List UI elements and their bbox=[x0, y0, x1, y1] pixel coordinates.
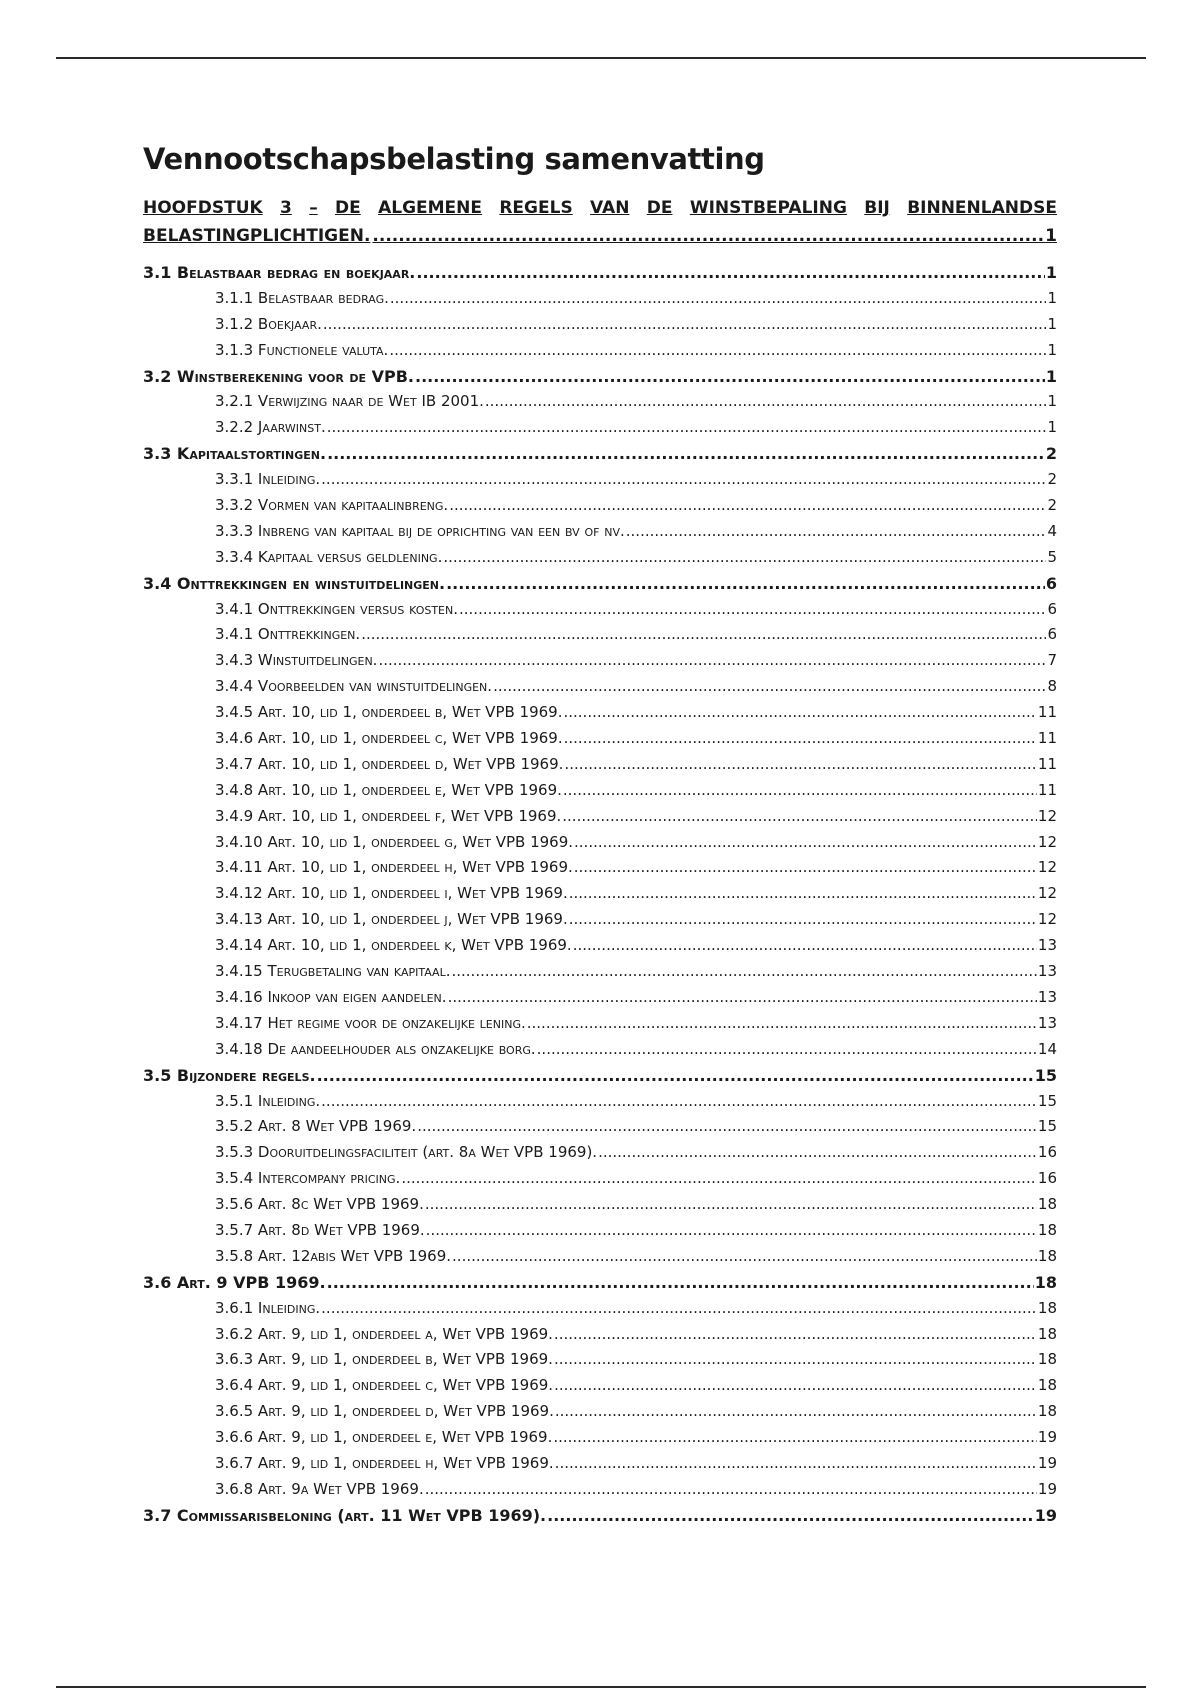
leader-dots bbox=[555, 1451, 1037, 1477]
toc-subsection-entry[interactable] bbox=[143, 519, 1057, 545]
leader-dots bbox=[574, 830, 1037, 856]
chapter-heading-word: REGELS bbox=[499, 198, 573, 218]
toc-page-number: 11 bbox=[1037, 729, 1057, 748]
toc-subsection-entry[interactable] bbox=[143, 985, 1057, 1011]
toc-subsection-entry[interactable] bbox=[143, 1322, 1057, 1348]
leader-dots bbox=[327, 415, 1047, 441]
toc-subsection-entry[interactable] bbox=[143, 1140, 1057, 1166]
leader-dots bbox=[537, 1037, 1037, 1063]
toc-section-entry[interactable] bbox=[143, 441, 1057, 467]
toc-entry-text: 3.4.5 Art. 10, lid 1, onderdeel b, Wet VPB 1969. bbox=[215, 703, 563, 722]
toc-page-number: 1 bbox=[1045, 366, 1057, 386]
toc-entry-text: 3.6.5 Art. 9, lid 1, onderdeel d, Wet VPB 1969. bbox=[215, 1402, 554, 1421]
toc-page-number: 18 bbox=[1037, 1220, 1057, 1239]
toc-subsection-entry[interactable] bbox=[143, 1425, 1057, 1451]
leader-dots bbox=[361, 622, 1046, 648]
toc-entry-text: 3.6.6 Art. 9, lid 1, onderdeel e, Wet VPB 1969. bbox=[215, 1428, 553, 1447]
leader-dots bbox=[321, 1089, 1037, 1115]
leader-dots bbox=[401, 1166, 1037, 1192]
toc-page-number: 18 bbox=[1037, 1324, 1057, 1343]
toc-subsection-entry[interactable] bbox=[143, 700, 1057, 726]
leader-dots bbox=[327, 1270, 1034, 1296]
leader-dots bbox=[415, 364, 1045, 390]
leader-dots bbox=[390, 286, 1047, 312]
toc-page-number: 1 bbox=[1047, 288, 1057, 307]
toc-entry-text: 3.5.1 Inleiding. bbox=[215, 1091, 321, 1110]
leader-dots bbox=[426, 1218, 1037, 1244]
toc-entry-text: 3.4.16 Inkoop van eigen aandelen. bbox=[215, 987, 447, 1006]
toc-page-number: 5 bbox=[1047, 547, 1057, 566]
toc-page-number: 2 bbox=[1047, 496, 1057, 515]
toc-page-number: 19 bbox=[1037, 1479, 1057, 1498]
leader-dots bbox=[574, 855, 1037, 881]
toc-chapter-entry[interactable] bbox=[143, 194, 1057, 250]
toc-subsection-entry[interactable] bbox=[143, 855, 1057, 881]
toc-subsection-entry[interactable] bbox=[143, 804, 1057, 830]
leader-dots bbox=[416, 260, 1044, 286]
footer-rule bbox=[56, 1686, 1146, 1688]
toc-entry-text: 3.3 Kapitaalstortingen. bbox=[143, 444, 327, 464]
toc-page-number: 1 bbox=[1045, 263, 1057, 282]
leader-dots bbox=[459, 597, 1046, 623]
toc-entry-text: 3.4.10 Art. 10, lid 1, onderdeel g, Wet VPB 1969. bbox=[215, 832, 574, 851]
toc-subsection-entry[interactable] bbox=[143, 312, 1057, 338]
leader-dots bbox=[451, 959, 1036, 985]
toc-entry-text: 3.4.13 Art. 10, lid 1, onderdeel j, Wet VPB 1969. bbox=[215, 910, 568, 929]
toc-entry-text: 3.4.17 Het regime voor de onzakelijke lening. bbox=[215, 1013, 526, 1032]
toc-entry-text: 3.4 Onttrekkingen en winstuitdelingen. bbox=[143, 573, 446, 593]
leader-dots bbox=[563, 700, 1036, 726]
toc-page-number: 8 bbox=[1047, 677, 1057, 696]
leader-dots bbox=[554, 1373, 1037, 1399]
toc-entry-text: 3.2 Winstberekening voor de VPB. bbox=[143, 366, 414, 386]
leader-dots bbox=[493, 674, 1046, 700]
toc-page-number: 18 bbox=[1037, 1402, 1057, 1421]
toc-subsection-entry[interactable] bbox=[143, 1296, 1057, 1322]
toc-entry-text: 3.4.4 Voorbeelden van winstuitdelingen. bbox=[215, 677, 493, 696]
leader-dots bbox=[389, 338, 1046, 364]
leader-dots bbox=[554, 1347, 1037, 1373]
toc-entry-text: 3.7 Commissarisbeloning (art. 11 Wet VPB 1969). bbox=[143, 1505, 547, 1525]
toc-subsection-entry[interactable] bbox=[143, 467, 1057, 493]
chapter-heading-line-2 bbox=[143, 222, 1057, 250]
toc-page-number: 2 bbox=[1047, 470, 1057, 489]
toc-subsection-entry[interactable] bbox=[143, 1089, 1057, 1115]
leader-dots bbox=[554, 1322, 1037, 1348]
toc-entry-text: 3.3.1 Inleiding. bbox=[215, 470, 321, 489]
leader-dots bbox=[485, 389, 1047, 415]
page-title: Vennootschapsbelasting samenvatting bbox=[143, 142, 765, 176]
chapter-heading-word: WINSTBEPALING bbox=[689, 198, 847, 218]
toc-subsection-entry[interactable] bbox=[143, 1347, 1057, 1373]
toc-subsection-entry[interactable] bbox=[143, 1399, 1057, 1425]
leader-dots bbox=[547, 1503, 1034, 1529]
toc-page-number: 18 bbox=[1037, 1246, 1057, 1265]
chapter-heading-line-1 bbox=[143, 194, 1057, 222]
leader-dots bbox=[417, 1114, 1037, 1140]
toc-subsection-entry[interactable] bbox=[143, 389, 1057, 415]
toc-page-number: 19 bbox=[1037, 1428, 1057, 1447]
toc-subsection-entry[interactable] bbox=[143, 1011, 1057, 1037]
toc-page-number: 13 bbox=[1037, 936, 1057, 955]
toc-subsection-entry[interactable] bbox=[143, 933, 1057, 959]
toc-entry-text: 3.4.6 Art. 10, lid 1, onderdeel c, Wet VPB 1969. bbox=[215, 729, 563, 748]
toc-subsection-entry[interactable] bbox=[143, 1218, 1057, 1244]
leader-dots bbox=[626, 519, 1047, 545]
toc-page-number: 6 bbox=[1045, 573, 1057, 593]
toc-entry-text: 3.2.1 Verwijzing naar de Wet IB 2001. bbox=[215, 392, 484, 411]
toc-page-number: 1 bbox=[1047, 392, 1057, 411]
toc-entry-text: 3.3.4 Kapitaal versus geldlening. bbox=[215, 547, 443, 566]
toc-page-number: 12 bbox=[1037, 884, 1057, 903]
toc-page-number: 18 bbox=[1037, 1298, 1057, 1317]
toc-page-number: 1 bbox=[1047, 340, 1057, 359]
toc-subsection-entry[interactable] bbox=[143, 338, 1057, 364]
header-rule bbox=[56, 57, 1146, 59]
toc-entry-text: 3.6.1 Inleiding. bbox=[215, 1298, 321, 1317]
leader-dots bbox=[425, 1477, 1037, 1503]
leader-dots bbox=[555, 1399, 1037, 1425]
leader-dots bbox=[598, 1140, 1037, 1166]
leader-dots bbox=[327, 441, 1045, 467]
chapter-heading-word: HOOFDSTUK bbox=[143, 198, 263, 218]
toc-subsection-entry[interactable] bbox=[143, 545, 1057, 571]
toc-entry-text: 3.5.2 Art. 8 Wet VPB 1969. bbox=[215, 1117, 417, 1136]
toc-subsection-entry[interactable] bbox=[143, 286, 1057, 312]
leader-dots bbox=[573, 933, 1037, 959]
toc-page-number: 18 bbox=[1037, 1195, 1057, 1214]
leader-dots bbox=[321, 467, 1046, 493]
toc-section-entry[interactable] bbox=[143, 364, 1057, 390]
toc-entry-text: 3.5.8 Art. 12abis Wet VPB 1969. bbox=[215, 1246, 452, 1265]
leader-dots bbox=[569, 881, 1037, 907]
chapter-heading-word: DE bbox=[646, 198, 673, 218]
leader-dots bbox=[564, 726, 1037, 752]
chapter-heading-word: – bbox=[309, 198, 318, 218]
toc-entry-text: 3.4.8 Art. 10, lid 1, onderdeel e, Wet VPB 1969. bbox=[215, 780, 562, 799]
chapter-heading-word: 3 bbox=[280, 198, 292, 218]
toc-page-number: 16 bbox=[1037, 1169, 1057, 1188]
toc-section-entry[interactable] bbox=[143, 260, 1057, 286]
leader-dots bbox=[448, 985, 1037, 1011]
toc-page-number: 11 bbox=[1037, 754, 1057, 773]
toc-subsection-entry[interactable] bbox=[143, 1037, 1057, 1063]
toc-page-number: 16 bbox=[1037, 1143, 1057, 1162]
toc-entry-text: 3.1.2 Boekjaar. bbox=[215, 314, 322, 333]
toc-entry-text: 3.4.7 Art. 10, lid 1, onderdeel d, Wet VPB 1969. bbox=[215, 754, 564, 773]
toc-page-number: 18 bbox=[1037, 1376, 1057, 1395]
chapter-heading-word: VAN bbox=[590, 198, 630, 218]
toc-page-number: 19 bbox=[1037, 1453, 1057, 1472]
toc-entry-text: 3.6 Art. 9 VPB 1969. bbox=[143, 1272, 326, 1292]
toc-page-number: 12 bbox=[1037, 910, 1057, 929]
leader-dots bbox=[378, 648, 1046, 674]
toc-subsection-entry[interactable] bbox=[143, 1477, 1057, 1503]
toc-subsection-entry[interactable] bbox=[143, 1451, 1057, 1477]
toc-entry-text: 3.5.4 Intercompany pricing. bbox=[215, 1169, 401, 1188]
toc-subsection-entry[interactable] bbox=[143, 752, 1057, 778]
toc-entry-text: 3.4.15 Terugbetaling van kapitaal. bbox=[215, 962, 451, 981]
toc-page-number: 12 bbox=[1037, 806, 1057, 825]
toc-page-number: 19 bbox=[1034, 1505, 1057, 1525]
toc-page-number: 12 bbox=[1037, 858, 1057, 877]
toc-page-number: 15 bbox=[1037, 1117, 1057, 1136]
toc-subsection-entry[interactable] bbox=[143, 726, 1057, 752]
toc-entry-text: 3.4.18 De aandeelhouder als onzakelijke borg. bbox=[215, 1039, 536, 1058]
toc-page-number: 18 bbox=[1037, 1350, 1057, 1369]
leader-dots bbox=[443, 545, 1046, 571]
toc-subsection-entry[interactable] bbox=[143, 959, 1057, 985]
leader-dots bbox=[321, 1296, 1037, 1322]
toc-subsection-entry[interactable] bbox=[143, 648, 1057, 674]
toc-page-number: 18 bbox=[1034, 1272, 1057, 1292]
toc-subsection-entry[interactable] bbox=[143, 493, 1057, 519]
toc-section-entry[interactable] bbox=[143, 1270, 1057, 1296]
chapter-heading-word: DE bbox=[335, 198, 361, 218]
toc-entry-text: 3.4.3 Winstuitdelingen. bbox=[215, 651, 378, 670]
leader-dots bbox=[569, 907, 1037, 933]
chapter-page-number: 1 bbox=[1045, 226, 1057, 246]
leader-dots bbox=[452, 1244, 1037, 1270]
leader-dots bbox=[317, 1063, 1034, 1089]
toc-page-number: 4 bbox=[1047, 521, 1057, 540]
toc-entry-text: 3.3.2 Vormen van kapitaalinbreng. bbox=[215, 496, 449, 515]
toc-entry-text: 3.4.1 Onttrekkingen versus kosten. bbox=[215, 599, 458, 618]
chapter-heading-word: BINNENLANDSE bbox=[907, 198, 1057, 218]
toc-entry-text: 3.2.2 Jaarwinst. bbox=[215, 418, 326, 437]
toc-page-number: 11 bbox=[1037, 703, 1057, 722]
leader-dots bbox=[553, 1425, 1037, 1451]
toc-subsection-entry[interactable] bbox=[143, 1192, 1057, 1218]
toc-subsection-entry[interactable] bbox=[143, 1114, 1057, 1140]
toc-entry-text: 3.5.3 Dooruitdelingsfaciliteit (art. 8a Wet VPB 1969). bbox=[215, 1143, 598, 1162]
toc-entry-text: 3.1 Belastbaar bedrag en boekjaar. bbox=[143, 263, 416, 282]
leader-dots bbox=[323, 312, 1047, 338]
toc-page-number: 1 bbox=[1047, 418, 1057, 437]
toc-page-number: 13 bbox=[1037, 1013, 1057, 1032]
toc-subsection-entry[interactable] bbox=[143, 778, 1057, 804]
leader-dots bbox=[564, 752, 1036, 778]
toc-entry-text: 3.4.12 Art. 10, lid 1, onderdeel i, Wet VPB 1969. bbox=[215, 884, 568, 903]
toc-page-number: 14 bbox=[1037, 1039, 1057, 1058]
toc-page-number: 7 bbox=[1047, 651, 1057, 670]
toc-entry-text: 3.4.1 Onttrekkingen. bbox=[215, 625, 361, 644]
toc-page-number: 15 bbox=[1034, 1065, 1057, 1085]
toc-page-number: 1 bbox=[1047, 314, 1057, 333]
toc-subsection-entry[interactable] bbox=[143, 415, 1057, 441]
table-of-contents bbox=[143, 260, 1057, 1529]
leader-dots bbox=[446, 571, 1045, 597]
toc-entry-text: 3.1.1 Belastbaar bedrag. bbox=[215, 288, 389, 307]
toc-subsection-entry[interactable] bbox=[143, 830, 1057, 856]
leader-dots bbox=[563, 778, 1037, 804]
chapter-heading-word: ALGEMENE bbox=[378, 198, 483, 218]
toc-section-entry[interactable] bbox=[143, 1503, 1057, 1529]
toc-entry-text: 3.5 Bijzondere regels. bbox=[143, 1065, 316, 1085]
toc-entry-text: 3.6.4 Art. 9, lid 1, onderdeel c, Wet VPB 1969. bbox=[215, 1376, 554, 1395]
toc-entry-text: 3.1.3 Functionele valuta. bbox=[215, 340, 389, 359]
leader-dots bbox=[527, 1011, 1037, 1037]
leader-dots bbox=[449, 493, 1046, 519]
toc-entry-text: 3.5.6 Art. 8c Wet VPB 1969. bbox=[215, 1195, 424, 1214]
toc-entry-text: 3.6.7 Art. 9, lid 1, onderdeel h, Wet VPB 1969. bbox=[215, 1453, 554, 1472]
toc-subsection-entry[interactable] bbox=[143, 881, 1057, 907]
leader-dots bbox=[372, 222, 1045, 250]
toc-subsection-entry[interactable] bbox=[143, 1373, 1057, 1399]
toc-page-number: 15 bbox=[1037, 1091, 1057, 1110]
toc-page-number: 6 bbox=[1047, 625, 1057, 644]
leader-dots bbox=[425, 1192, 1037, 1218]
toc-page-number: 2 bbox=[1045, 444, 1057, 464]
toc-page-number: 11 bbox=[1037, 780, 1057, 799]
toc-section-entry[interactable] bbox=[143, 1063, 1057, 1089]
toc-subsection-entry[interactable] bbox=[143, 674, 1057, 700]
toc-page-number: 13 bbox=[1037, 962, 1057, 981]
toc-entry-text: 3.5.7 Art. 8d Wet VPB 1969. bbox=[215, 1220, 425, 1239]
toc-page-number: 12 bbox=[1037, 832, 1057, 851]
toc-entry-text: 3.6.3 Art. 9, lid 1, onderdeel b, Wet VPB 1969. bbox=[215, 1350, 553, 1369]
toc-entry-text: 3.3.3 Inbreng van kapitaal bij de oprichting van een bv of nv. bbox=[215, 521, 625, 540]
toc-entry-text: 3.4.11 Art. 10, lid 1, onderdeel h, Wet VPB 1969. bbox=[215, 858, 573, 877]
toc-entry-text: 3.4.14 Art. 10, lid 1, onderdeel k, Wet VPB 1969. bbox=[215, 936, 572, 955]
leader-dots bbox=[562, 804, 1037, 830]
toc-subsection-entry[interactable] bbox=[143, 622, 1057, 648]
toc-subsection-entry[interactable] bbox=[143, 1244, 1057, 1270]
toc-page-number: 13 bbox=[1037, 987, 1057, 1006]
toc-entry-text: 3.6.8 Art. 9a Wet VPB 1969. bbox=[215, 1479, 424, 1498]
chapter-heading-text: BELASTINGPLICHTIGEN. bbox=[143, 226, 371, 246]
chapter-heading-word: BIJ bbox=[864, 198, 890, 218]
toc-subsection-entry[interactable] bbox=[143, 1166, 1057, 1192]
toc-entry-text: 3.4.9 Art. 10, lid 1, onderdeel f, Wet VPB 1969. bbox=[215, 806, 562, 825]
toc-page-number: 6 bbox=[1047, 599, 1057, 618]
toc-subsection-entry[interactable] bbox=[143, 907, 1057, 933]
toc-subsection-entry[interactable] bbox=[143, 597, 1057, 623]
toc-entry-text: 3.6.2 Art. 9, lid 1, onderdeel a, Wet VPB 1969. bbox=[215, 1324, 553, 1343]
toc-section-entry[interactable] bbox=[143, 571, 1057, 597]
